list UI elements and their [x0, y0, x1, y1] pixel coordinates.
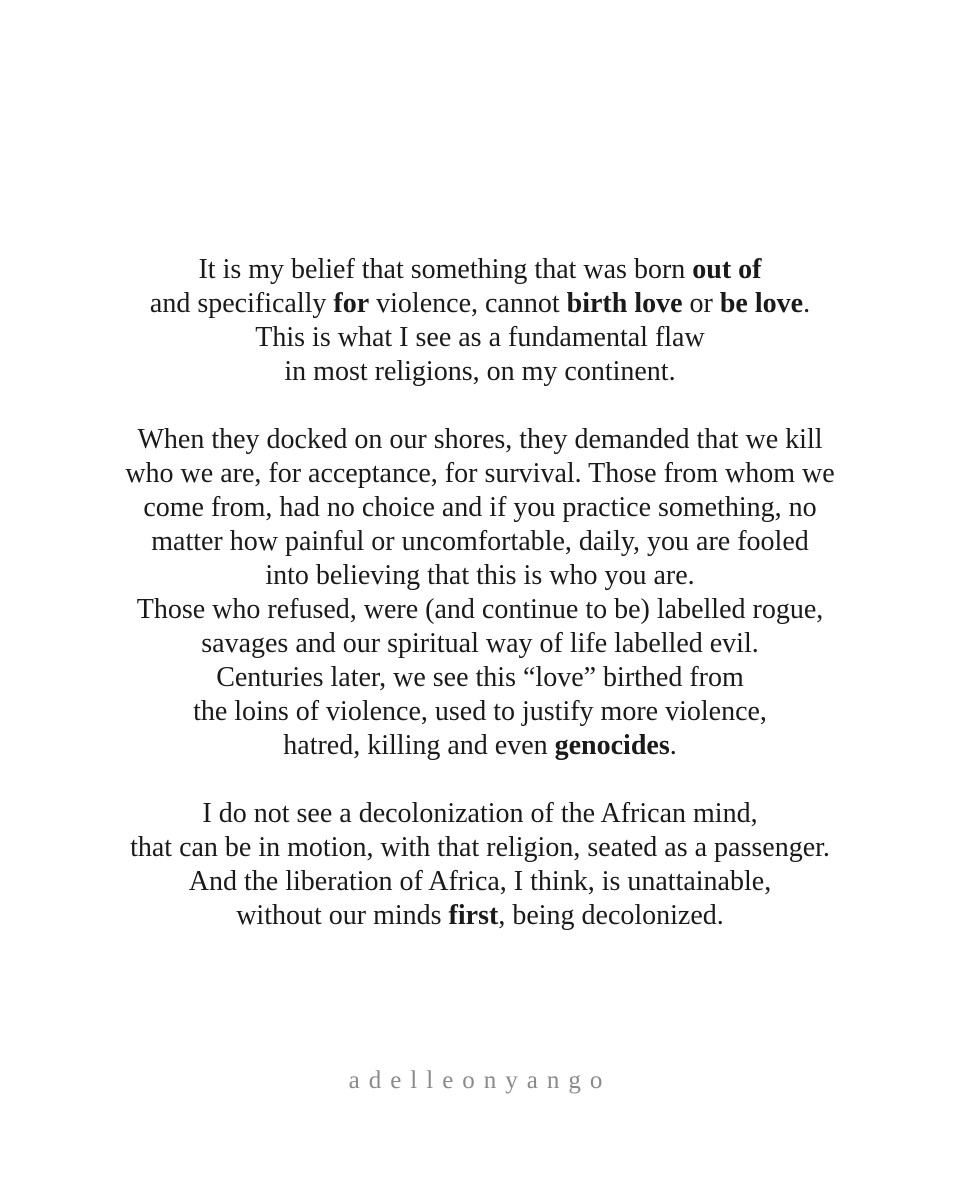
poem-line: matter how painful or uncomfortable, daily, you are fooled [151, 526, 809, 557]
poem-line: savages and our spiritual way of life labelled evil. [201, 628, 759, 659]
poem-line: hatred, killing and even genocides. [283, 730, 677, 761]
poem-line: It is my belief that something that was born out of [198, 254, 762, 285]
poem-line: the loins of violence, used to justify more violence, [193, 696, 767, 727]
poem-line: This is what I see as a fundamental flaw [255, 322, 705, 353]
stanza [0, 797, 960, 933]
poem-line: I do not see a decolonization of the African mind, [202, 798, 758, 829]
poem-line: Those who refused, were (and continue to be) labelled rogue, [136, 594, 824, 625]
poem-line: into believing that this is who you are. [265, 560, 695, 591]
poem-line: and specifically for violence, cannot birth love or be love. [149, 288, 811, 319]
poem-text [0, 253, 960, 933]
stanza [0, 423, 960, 763]
poem-line: When they docked on our shores, they demanded that we kill [137, 424, 823, 455]
poem-line: that can be in motion, with that religion, seated as a passenger. [130, 832, 830, 863]
poem-line: without our minds first, being decolonized. [236, 900, 724, 931]
poem-line: And the liberation of Africa, I think, is unattainable, [188, 866, 772, 897]
poem-line: come from, had no choice and if you practice something, no [143, 492, 817, 523]
poem-line: Centuries later, we see this “love” birthed from [216, 662, 744, 693]
stanza [0, 253, 960, 389]
poem-line: in most religions, on my continent. [284, 356, 676, 387]
poem-line: who we are, for acceptance, for survival. Those from whom we [125, 458, 835, 489]
author-signature: adelleonyango [348, 1067, 612, 1094]
